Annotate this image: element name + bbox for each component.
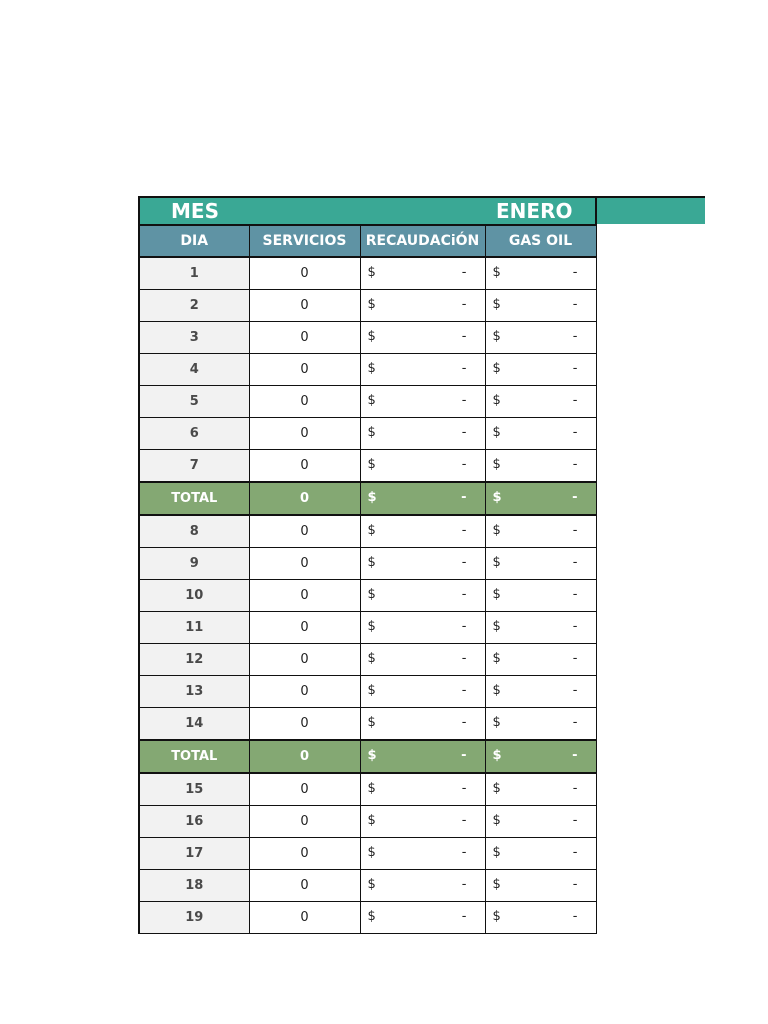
recaudacion-cell[interactable] bbox=[360, 290, 485, 322]
currency-symbol: $ bbox=[367, 457, 376, 472]
servicios-cell[interactable]: 0 bbox=[249, 838, 360, 870]
gasoil-value: - bbox=[572, 587, 578, 602]
gasoil-value: - bbox=[572, 781, 578, 796]
gasoil-value: - bbox=[572, 490, 578, 505]
currency-symbol: $ bbox=[492, 393, 501, 408]
servicios-cell[interactable]: 0 bbox=[249, 902, 360, 934]
currency-symbol: $ bbox=[492, 265, 501, 280]
currency-symbol: $ bbox=[492, 523, 501, 538]
table-body bbox=[139, 257, 596, 934]
recaudacion-value: - bbox=[461, 748, 467, 763]
table-row bbox=[139, 418, 596, 450]
recaudacion-cell[interactable] bbox=[360, 450, 485, 483]
header-dia[interactable]: DIA bbox=[139, 225, 249, 257]
currency-symbol: $ bbox=[367, 490, 377, 505]
gasoil-value: - bbox=[572, 683, 578, 698]
currency-symbol: $ bbox=[492, 490, 502, 505]
servicios-cell[interactable]: 0 bbox=[249, 418, 360, 450]
spreadsheet bbox=[138, 196, 595, 934]
servicios-cell[interactable]: 0 bbox=[249, 548, 360, 580]
gasoil-cell[interactable] bbox=[485, 418, 596, 450]
table-row bbox=[139, 290, 596, 322]
currency-symbol: $ bbox=[492, 297, 501, 312]
gasoil-cell[interactable] bbox=[485, 386, 596, 418]
gasoil-value: - bbox=[572, 651, 578, 666]
currency-symbol: $ bbox=[492, 425, 501, 440]
recaudacion-value: - bbox=[461, 523, 467, 538]
currency-symbol: $ bbox=[492, 909, 501, 924]
gasoil-cell[interactable] bbox=[485, 612, 596, 644]
gasoil-cell[interactable] bbox=[485, 773, 596, 806]
servicios-cell[interactable]: 0 bbox=[249, 870, 360, 902]
recaudacion-value: - bbox=[461, 329, 467, 344]
gasoil-cell[interactable] bbox=[485, 354, 596, 386]
recaudacion-value: - bbox=[461, 683, 467, 698]
recaudacion-cell[interactable] bbox=[360, 322, 485, 354]
table-row bbox=[139, 548, 596, 580]
currency-symbol: $ bbox=[492, 587, 501, 602]
gasoil-cell[interactable] bbox=[485, 806, 596, 838]
servicios-cell[interactable]: 0 bbox=[249, 322, 360, 354]
dia-cell[interactable]: 1 bbox=[139, 257, 249, 290]
recaudacion-value: - bbox=[461, 361, 467, 376]
dia-cell[interactable]: 18 bbox=[139, 870, 249, 902]
recaudacion-value: - bbox=[461, 265, 467, 280]
servicios-cell[interactable]: 0 bbox=[249, 290, 360, 322]
gasoil-value: - bbox=[572, 523, 578, 538]
header-servicios[interactable]: SERVICIOS bbox=[249, 225, 360, 257]
currency-symbol: $ bbox=[367, 425, 376, 440]
gasoil-value: - bbox=[572, 909, 578, 924]
gasoil-value: - bbox=[572, 813, 578, 828]
gasoil-value: - bbox=[572, 877, 578, 892]
table-row bbox=[139, 773, 596, 806]
gasoil-cell[interactable] bbox=[485, 290, 596, 322]
table-row bbox=[139, 354, 596, 386]
recaudacion-value: - bbox=[461, 619, 467, 634]
currency-symbol: $ bbox=[367, 265, 376, 280]
dia-cell[interactable]: 3 bbox=[139, 322, 249, 354]
gasoil-cell[interactable] bbox=[485, 450, 596, 483]
recaudacion-value: - bbox=[461, 651, 467, 666]
recaudacion-value: - bbox=[461, 425, 467, 440]
currency-symbol: $ bbox=[367, 748, 377, 763]
recaudacion-value: - bbox=[461, 490, 467, 505]
currency-symbol: $ bbox=[367, 555, 376, 570]
recaudacion-value: - bbox=[461, 781, 467, 796]
recaudacion-cell[interactable] bbox=[360, 612, 485, 644]
servicios-cell[interactable]: 0 bbox=[249, 773, 360, 806]
dia-cell[interactable]: 4 bbox=[139, 354, 249, 386]
recaudacion-cell[interactable] bbox=[360, 838, 485, 870]
gasoil-cell[interactable] bbox=[485, 548, 596, 580]
recaudacion-cell[interactable] bbox=[360, 515, 485, 548]
gasoil-value: - bbox=[572, 619, 578, 634]
dia-cell[interactable]: TOTAL bbox=[139, 740, 249, 773]
recaudacion-cell[interactable] bbox=[360, 870, 485, 902]
recaudacion-cell[interactable] bbox=[360, 708, 485, 741]
recaudacion-cell[interactable] bbox=[360, 806, 485, 838]
servicios-cell[interactable]: 0 bbox=[249, 354, 360, 386]
dia-cell[interactable]: 2 bbox=[139, 290, 249, 322]
month-value[interactable]: ENERO bbox=[496, 199, 573, 223]
currency-symbol: $ bbox=[367, 813, 376, 828]
gasoil-value: - bbox=[572, 457, 578, 472]
recaudacion-value: - bbox=[461, 587, 467, 602]
gasoil-value: - bbox=[572, 265, 578, 280]
dia-cell[interactable]: 13 bbox=[139, 676, 249, 708]
currency-symbol: $ bbox=[492, 845, 501, 860]
currency-symbol: $ bbox=[492, 555, 501, 570]
currency-symbol: $ bbox=[367, 361, 376, 376]
gasoil-value: - bbox=[572, 393, 578, 408]
gasoil-cell[interactable] bbox=[485, 740, 596, 773]
table-row bbox=[139, 708, 596, 741]
recaudacion-value: - bbox=[461, 715, 467, 730]
recaudacion-cell[interactable] bbox=[360, 644, 485, 676]
gasoil-value: - bbox=[572, 555, 578, 570]
currency-symbol: $ bbox=[367, 781, 376, 796]
table-row bbox=[139, 515, 596, 548]
dia-cell[interactable]: 5 bbox=[139, 386, 249, 418]
table-row bbox=[139, 806, 596, 838]
currency-symbol: $ bbox=[492, 361, 501, 376]
dia-cell[interactable]: 11 bbox=[139, 612, 249, 644]
header-row bbox=[139, 225, 596, 257]
table-row bbox=[139, 580, 596, 612]
table-row bbox=[139, 676, 596, 708]
servicios-cell[interactable]: 0 bbox=[249, 708, 360, 741]
total-row bbox=[139, 740, 596, 773]
table-row bbox=[139, 450, 596, 483]
total-row bbox=[139, 482, 596, 515]
currency-symbol: $ bbox=[367, 393, 376, 408]
currency-symbol: $ bbox=[367, 329, 376, 344]
dia-cell[interactable]: 16 bbox=[139, 806, 249, 838]
currency-symbol: $ bbox=[492, 877, 501, 892]
recaudacion-value: - bbox=[461, 297, 467, 312]
table-row bbox=[139, 322, 596, 354]
currency-symbol: $ bbox=[492, 813, 501, 828]
servicios-cell[interactable]: 0 bbox=[249, 515, 360, 548]
daily-table bbox=[138, 224, 597, 934]
gasoil-value: - bbox=[572, 845, 578, 860]
recaudacion-cell[interactable] bbox=[360, 902, 485, 934]
currency-symbol: $ bbox=[367, 297, 376, 312]
dia-cell[interactable]: 15 bbox=[139, 773, 249, 806]
recaudacion-value: - bbox=[461, 555, 467, 570]
servicios-cell[interactable]: 0 bbox=[249, 806, 360, 838]
currency-symbol: $ bbox=[367, 587, 376, 602]
gasoil-value: - bbox=[572, 329, 578, 344]
servicios-cell[interactable]: 0 bbox=[249, 482, 360, 515]
recaudacion-value: - bbox=[461, 393, 467, 408]
gasoil-value: - bbox=[572, 748, 578, 763]
currency-symbol: $ bbox=[367, 909, 376, 924]
gasoil-cell[interactable] bbox=[485, 644, 596, 676]
dia-cell[interactable]: 12 bbox=[139, 644, 249, 676]
dia-cell[interactable]: 10 bbox=[139, 580, 249, 612]
month-title-row bbox=[138, 196, 705, 224]
currency-symbol: $ bbox=[367, 523, 376, 538]
currency-symbol: $ bbox=[367, 651, 376, 666]
servicios-cell[interactable]: 0 bbox=[249, 740, 360, 773]
recaudacion-cell[interactable] bbox=[360, 354, 485, 386]
recaudacion-cell[interactable] bbox=[360, 580, 485, 612]
dia-cell[interactable]: 8 bbox=[139, 515, 249, 548]
servicios-cell[interactable]: 0 bbox=[249, 612, 360, 644]
recaudacion-cell[interactable] bbox=[360, 740, 485, 773]
table-row bbox=[139, 257, 596, 290]
dia-cell[interactable]: 19 bbox=[139, 902, 249, 934]
recaudacion-cell[interactable] bbox=[360, 482, 485, 515]
currency-symbol: $ bbox=[367, 619, 376, 634]
gasoil-cell[interactable] bbox=[485, 482, 596, 515]
recaudacion-cell[interactable] bbox=[360, 676, 485, 708]
currency-symbol: $ bbox=[492, 651, 501, 666]
table-row bbox=[139, 870, 596, 902]
dia-cell[interactable]: 17 bbox=[139, 838, 249, 870]
gasoil-cell[interactable] bbox=[485, 322, 596, 354]
gasoil-cell[interactable] bbox=[485, 515, 596, 548]
recaudacion-cell[interactable] bbox=[360, 386, 485, 418]
currency-symbol: $ bbox=[492, 748, 502, 763]
currency-symbol: $ bbox=[367, 845, 376, 860]
gasoil-value: - bbox=[572, 715, 578, 730]
currency-symbol: $ bbox=[492, 329, 501, 344]
recaudacion-value: - bbox=[461, 813, 467, 828]
currency-symbol: $ bbox=[367, 715, 376, 730]
recaudacion-value: - bbox=[461, 877, 467, 892]
dia-cell[interactable]: 7 bbox=[139, 450, 249, 483]
recaudacion-cell[interactable] bbox=[360, 257, 485, 290]
dia-cell[interactable]: 9 bbox=[139, 548, 249, 580]
recaudacion-value: - bbox=[461, 909, 467, 924]
currency-symbol: $ bbox=[367, 683, 376, 698]
currency-symbol: $ bbox=[492, 619, 501, 634]
gasoil-cell[interactable] bbox=[485, 838, 596, 870]
currency-symbol: $ bbox=[492, 715, 501, 730]
table-row bbox=[139, 902, 596, 934]
gasoil-cell[interactable] bbox=[485, 676, 596, 708]
dia-cell[interactable]: TOTAL bbox=[139, 482, 249, 515]
recaudacion-cell[interactable] bbox=[360, 773, 485, 806]
servicios-cell[interactable]: 0 bbox=[249, 644, 360, 676]
recaudacion-value: - bbox=[461, 457, 467, 472]
gasoil-cell[interactable] bbox=[485, 902, 596, 934]
table-row bbox=[139, 644, 596, 676]
currency-symbol: $ bbox=[492, 457, 501, 472]
currency-symbol: $ bbox=[492, 683, 501, 698]
dia-cell[interactable]: 14 bbox=[139, 708, 249, 741]
recaudacion-cell[interactable] bbox=[360, 548, 485, 580]
gasoil-value: - bbox=[572, 297, 578, 312]
gasoil-value: - bbox=[572, 361, 578, 376]
recaudacion-cell[interactable] bbox=[360, 418, 485, 450]
servicios-cell[interactable]: 0 bbox=[249, 676, 360, 708]
table-row bbox=[139, 386, 596, 418]
header-recaudacion[interactable]: RECAUDACiÓN bbox=[360, 225, 485, 257]
gasoil-cell[interactable] bbox=[485, 870, 596, 902]
servicios-cell[interactable]: 0 bbox=[249, 257, 360, 290]
servicios-cell[interactable]: 0 bbox=[249, 580, 360, 612]
dia-cell[interactable]: 6 bbox=[139, 418, 249, 450]
currency-symbol: $ bbox=[367, 877, 376, 892]
gasoil-cell[interactable] bbox=[485, 708, 596, 741]
servicios-cell[interactable]: 0 bbox=[249, 386, 360, 418]
currency-symbol: $ bbox=[492, 781, 501, 796]
column-divider bbox=[595, 196, 597, 224]
header-gasoil[interactable]: GAS OIL bbox=[485, 225, 596, 257]
table-row bbox=[139, 612, 596, 644]
gasoil-cell[interactable] bbox=[485, 580, 596, 612]
gasoil-value: - bbox=[572, 425, 578, 440]
servicios-cell[interactable]: 0 bbox=[249, 450, 360, 483]
table-row bbox=[139, 838, 596, 870]
recaudacion-value: - bbox=[461, 845, 467, 860]
gasoil-cell[interactable] bbox=[485, 257, 596, 290]
month-label: MES bbox=[171, 199, 219, 223]
